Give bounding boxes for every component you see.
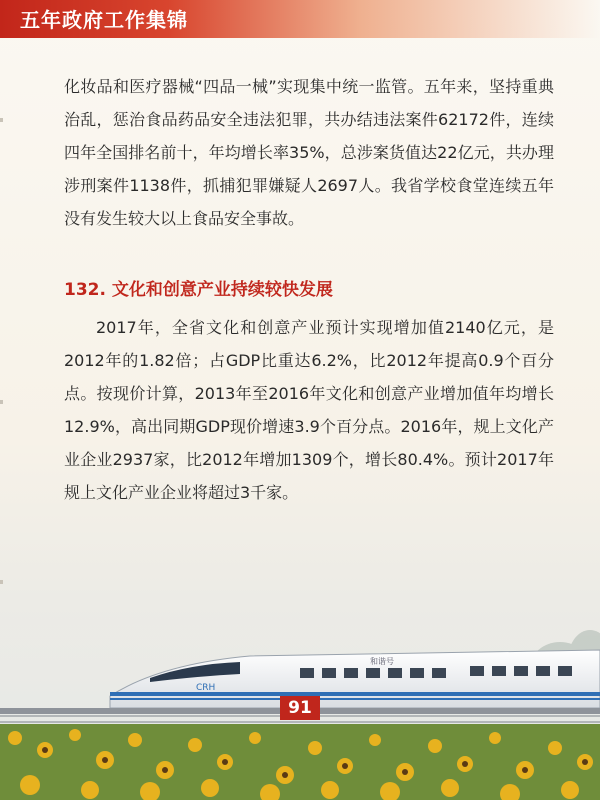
section-title: 132. 文化和创意产业持续较快发展 [64, 280, 333, 300]
train-brand: CRH [196, 683, 216, 693]
left-edge-mark [0, 400, 3, 404]
left-edge-mark [0, 580, 3, 584]
section-132 [64, 275, 554, 509]
header-banner [0, 0, 600, 38]
header-title: 五年政府工作集锦 [20, 8, 188, 32]
left-edge-mark [0, 118, 3, 122]
paragraph-food-safety: 化妆品和医疗器械“四品一械”实现集中统一监管。五年来，坚持重典治乱，惩治食品药品安全违法犯罪，共办结违法案件62172件，连续四年全国排名前十，年均增长率35%，总涉案货值达22亿元，共办理涉刑案件1138件，抓捕犯罪嫌疑人2697人。我省学校食堂连续五年没有发生较大以上食品安全事故。 [64, 77, 554, 228]
page-number: 91 [280, 696, 320, 720]
section-body: 2017年，全省文化和创意产业预计实现增加值2140亿元，是2012年的1.82倍；占GDP比重达6.2%，比2012年提高0.9个百分点。按现价计算，2013年至2016年文化和创意产业增加值年均增长12.9%，高出同期GDP现价增速3.9个百分点。2016年，规上文化产业企业2937家，比2012年增加1309个，增长80.4%。预计2017年规上文化产业企业将超过3千家。 [64, 318, 554, 502]
train-name: 和谐号 [370, 657, 394, 666]
main-content [64, 70, 554, 509]
